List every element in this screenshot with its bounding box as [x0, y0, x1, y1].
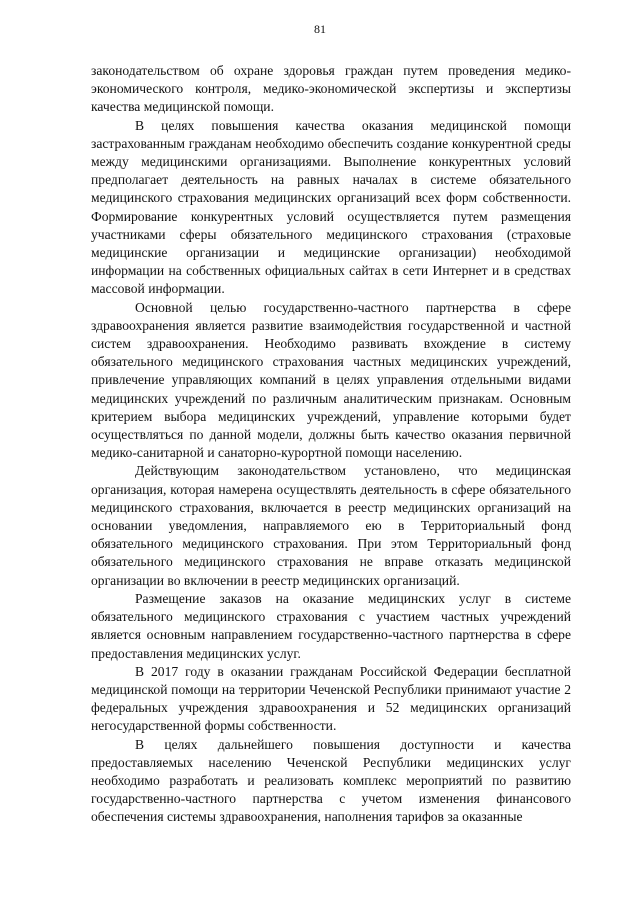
paragraph-2017-participation: В 2017 году в оказании гражданам Российской Федерации бесплатной медицинской помощи на территории Чеченской Республики принимают участие 2 федеральных учреждения здравоохранения и 52 медицинских организаций негосударственной формы собственности.: [91, 663, 571, 734]
paragraph-competitive-environment: В целях повышения качества оказания медицинской помощи застрахованным гражданам необходимо обеспечить создание конкурентной среды между медицинскими организациями. Выполнение конкурентных условий предполагает деятельность на равных началах в системе обязательного медицинского страхования медицинских организаций всех форм собственности. Формирование конкурентных условий осуществляется путем размещения участниками сферы обязательного медицинского страхования (страховые медицинские организации и медицинские организации) необходимой информации на собственных официальных сайтах в сети Интернет и в средствах массовой информации.: [91, 117, 571, 297]
paragraph-order-placement: Размещение заказов на оказание медицинских услуг в системе обязательного медицинского страхования с участием частных учреждений является основным направлением государственно-частного партнерства в сфере предоставления медицинских услуг.: [91, 590, 571, 661]
document-body: [91, 62, 571, 827]
paragraph-further-measures: В целях дальнейшего повышения доступности и качества предоставляемых населению Чеченской Республики медицинских услуг необходимо разработать и реализовать комплекс мероприятий по развитию государственно-частного партнерства с учетом изменения финансового обеспечения системы здравоохранения, наполнения тарифов за оказанные: [91, 736, 571, 825]
page-number: 81: [314, 22, 326, 36]
paragraph-public-private-partnership-goal: Основной целью государственно-частного партнерства в сфере здравоохранения является развитие взаимодействия государственной и частной систем здравоохранения. Необходимо развивать вхождение в систему обязательного медицинского страхования частных медицинских учреждений, привлечение управляющих компаний в целях управления отдельными видами медицинских учреждений по различным аналитическим признакам. Основным критерием выбора медицинских учреждений, управление которыми будет осуществляться по данной модели, должны быть качество оказания первичной медико-санитарной и санаторно-курортной помощи населению.: [91, 299, 571, 461]
paragraph-continuation: законодательством об охране здоровья граждан путем проведения медико-экономического контроля, медико-экономической экспертизы и экспертизы качества медицинской помощи.: [91, 63, 571, 115]
paragraph-legislation-registry: Действующим законодательством установлено, что медицинская организация, которая намерена осуществлять деятельность в сфере обязательного медицинского страхования, включается в реестр медицинских организаций на основании уведомления, направляемого ею в Территориальный фонд обязательного медицинского страхования. При этом Территориальный фонд обязательного медицинского страхования не вправе отказать медицинской организации во включении в реестр медицинских организаций.: [91, 463, 571, 588]
